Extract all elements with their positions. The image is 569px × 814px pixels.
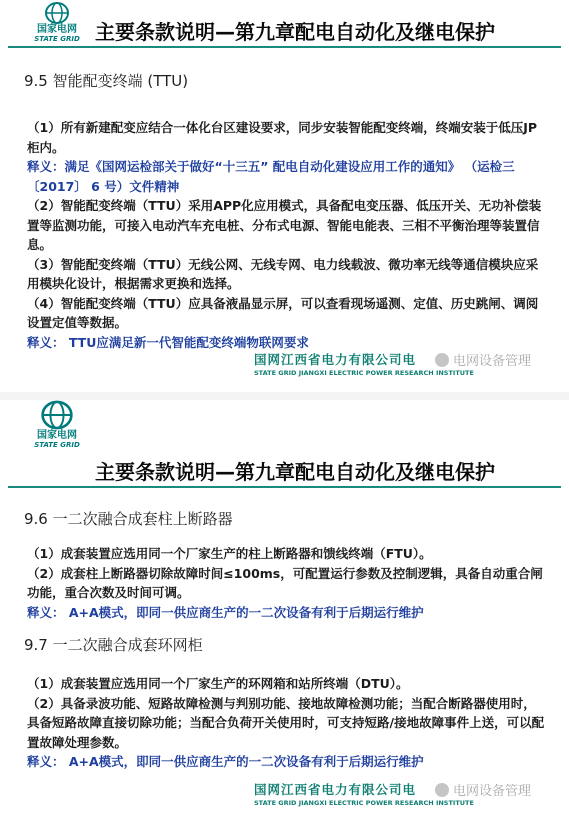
wechat-icon [435, 783, 449, 797]
logo-cn-text: 国家电网 [37, 430, 77, 441]
paragraph: （2）智能配变终端（TTU）采用APP化应用模式，具备配电变压器、低压开关、无功补偿装置等监测功能，可接入电动汽车充电桩、分布式电源、智能电能表、三相不平衡治理等装置信息。 [27, 198, 542, 252]
slide-gap [0, 392, 569, 400]
section-heading-9-6: 9.6 一二次融合成套柱上断路器 [24, 510, 233, 528]
footer-org-en: STATE GRID JIANGXI ELECTRIC POWER RESEARCH INSTITUTE [254, 799, 474, 807]
paragraph: （1）成套装置应选用同一个厂家生产的柱上断路器和馈线终端（FTU）。 [27, 546, 432, 561]
state-grid-logo [22, 400, 92, 449]
globe-icon [40, 400, 74, 430]
note-paragraph: 释义： A+A模式，即同一供应商生产的一二次设备有利于后期运行维护 [27, 754, 424, 769]
footer-org-en: STATE GRID JIANGXI ELECTRIC POWER RESEARCH INSTITUTE [254, 369, 474, 377]
section-body [27, 118, 547, 352]
footer-org-cn: 国网江西省电力有限公司电 [254, 352, 417, 367]
paragraph: （1）所有新建配变应结合一体化台区建设要求，同步安装智能配变终端，终端安装于低压JP柜内。 [27, 120, 538, 155]
section-body-9-7 [27, 674, 547, 772]
watermark-text: 电网设备管理 [453, 784, 532, 799]
title-divider [8, 486, 561, 488]
watermark [435, 350, 531, 369]
section-heading-9-7: 9.7 一二次融合成套环网柜 [24, 636, 203, 654]
page-title: 主要条款说明—第九章配电自动化及继电保护 [95, 20, 495, 44]
note-paragraph: 释义：满足《国网运检部关于做好“十三五” 配电自动化建设应用工作的通知》 （运检三〔2017〕 6 号）文件精神 [27, 159, 515, 194]
logo-en-text: STATE GRID [34, 441, 80, 449]
note-paragraph: 释义： A+A模式，即同一供应商生产的一二次设备有利于后期运行维护 [27, 604, 424, 620]
globe-icon [44, 2, 70, 24]
watermark [435, 780, 531, 799]
paragraph: （2）具备录波功能、短路故障检测与判别功能、接地故障检测功能；当配合断路器使用时，具备短路故障直接切除功能；当配合负荷开关使用时，可支持短路/接地故障事件上送，可以配置故障处理参数。 [27, 695, 545, 750]
wechat-icon [435, 353, 449, 367]
slide-2 [0, 400, 569, 814]
note-paragraph: 释义： TTU应满足新一代智能配变终端物联网要求 [27, 334, 309, 350]
logo-en-text: STATE GRID [34, 35, 80, 43]
page-title: 主要条款说明—第九章配电自动化及继电保护 [95, 460, 495, 484]
paragraph: （2）成套柱上断路器切除故障时间≤100ms，可配置运行参数及控制逻辑，具备自动重合闸功能，重合次数及时间可调。 [27, 565, 543, 600]
watermark-text: 电网设备管理 [453, 354, 532, 369]
section-heading-9-5: 9.5 智能配变终端 (TTU) [24, 72, 189, 90]
logo-cn-text: 国家电网 [37, 24, 77, 35]
footer-org-cn: 国网江西省电力有限公司电 [254, 782, 417, 797]
state-grid-logo [22, 2, 92, 43]
section-body-9-6 [27, 544, 547, 622]
paragraph: （1）成套装置应选用同一个厂家生产的环网箱和站所终端（DTU）。 [27, 676, 409, 691]
slide-1 [0, 0, 569, 392]
title-divider [8, 46, 561, 48]
paragraph: （3）智能配变终端（TTU）无线公网、无线专网、电力线载波、微功率无线等通信模块应采用模块化设计，根据需求更换和选择。 [27, 256, 539, 291]
paragraph: （4）智能配变终端（TTU）应具备液晶显示屏，可以查看现场遥测、定值、历史跳闸、调阅设置定值等数据。 [27, 295, 539, 330]
